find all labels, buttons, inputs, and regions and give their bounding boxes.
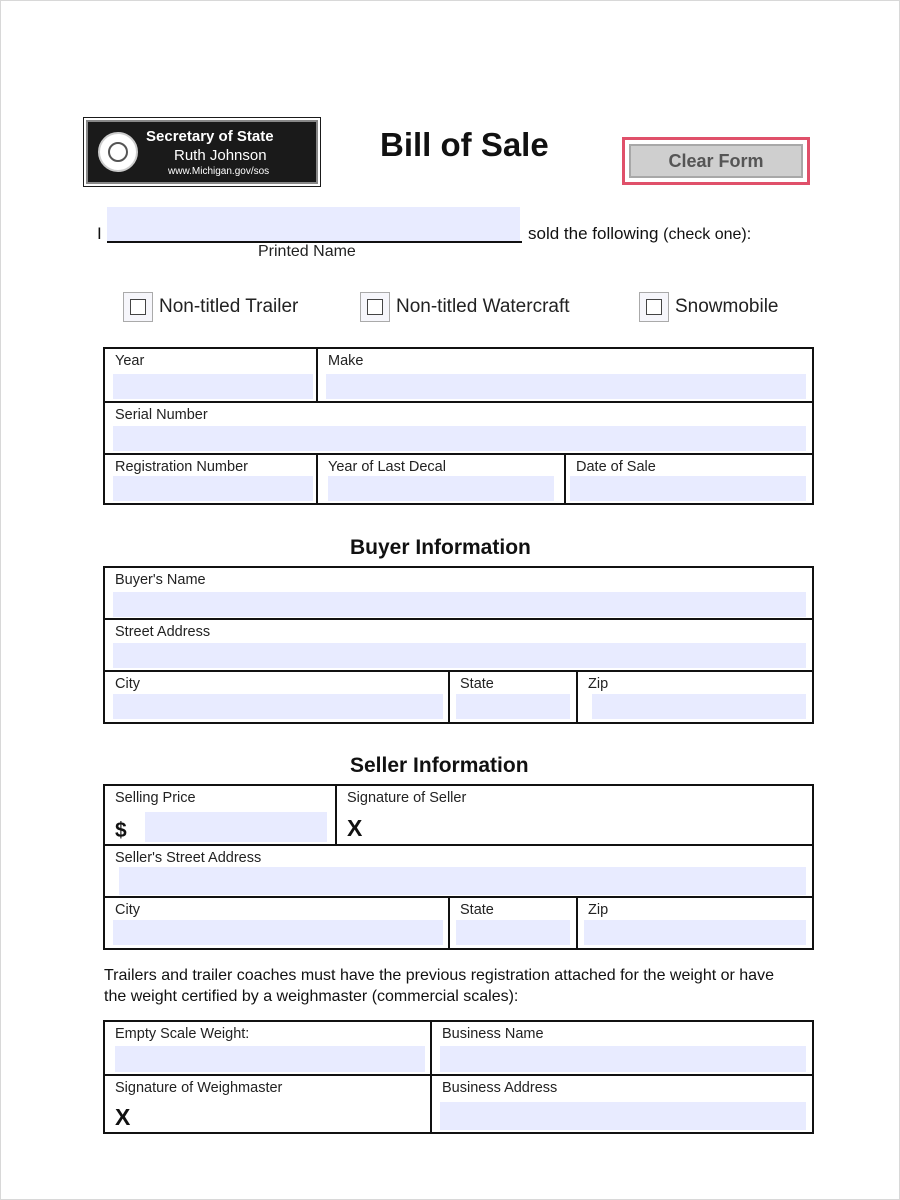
- buyer-street-input[interactable]: [113, 643, 806, 668]
- seller-city-input[interactable]: [113, 920, 443, 945]
- logo-office: Secretary of State: [146, 128, 274, 145]
- make-label: Make: [328, 353, 364, 369]
- vehicle-table: [103, 347, 814, 505]
- buyer-state-cell: [450, 672, 576, 722]
- year-label: Year: [115, 353, 145, 369]
- date-of-sale-cell: [566, 455, 812, 503]
- buyer-zip-cell: [578, 672, 812, 722]
- dollar-sign: $: [115, 819, 127, 842]
- buyer-street-label: Street Address: [115, 624, 211, 640]
- empty-weight-cell: [105, 1022, 430, 1074]
- logo-name: Ruth Johnson: [174, 147, 267, 164]
- seller-signature-x: X: [347, 815, 363, 841]
- option-label: Non-titled Trailer: [159, 296, 299, 317]
- last-decal-cell: [318, 455, 564, 503]
- option-label: Snowmobile: [675, 296, 779, 317]
- business-address-input[interactable]: [440, 1102, 806, 1130]
- buyer-street-cell: [105, 620, 812, 670]
- empty-weight-input[interactable]: [115, 1046, 425, 1072]
- seller-street-input[interactable]: [119, 867, 806, 895]
- seller-zip-input[interactable]: [584, 920, 806, 945]
- make-cell: [318, 349, 812, 401]
- weighmaster-signature-cell: [105, 1076, 430, 1132]
- logo-url: www.Michigan.gov/sos: [168, 166, 270, 177]
- last-decal-input[interactable]: [328, 476, 554, 501]
- buyer-zip-label: Zip: [588, 676, 609, 692]
- seller-state-label: State: [460, 902, 494, 918]
- business-name-input[interactable]: [440, 1046, 806, 1072]
- option-non-titled-watercraft[interactable]: [360, 292, 570, 322]
- seller-street-cell: [105, 846, 812, 896]
- serial-label: Serial Number: [115, 407, 208, 423]
- buyer-zip-input[interactable]: [592, 694, 806, 719]
- registration-input[interactable]: [113, 476, 313, 501]
- printed-name-label: Printed Name: [258, 243, 356, 260]
- clear-form-frame: [622, 137, 810, 185]
- clear-form-button[interactable]: Clear Form: [629, 144, 803, 178]
- seller-street-label: Seller's Street Address: [115, 850, 262, 866]
- checkbox-snowmobile[interactable]: [639, 292, 669, 322]
- secretary-of-state-logo: [86, 120, 318, 184]
- weighmaster-signature-x: X: [115, 1104, 131, 1130]
- seller-city-label: City: [115, 902, 140, 918]
- seller-city-cell: [105, 898, 448, 948]
- seller-zip-cell: [578, 898, 812, 948]
- empty-weight-label: Empty Scale Weight:: [115, 1026, 250, 1042]
- year-cell: [105, 349, 316, 401]
- seller-table: [103, 784, 814, 950]
- seller-signature-cell: [337, 786, 812, 844]
- checkbox-non-titled-trailer[interactable]: [123, 292, 153, 322]
- seller-zip-label: Zip: [588, 902, 609, 918]
- seller-state-cell: [450, 898, 576, 948]
- selling-price-cell: [105, 786, 335, 844]
- date-of-sale-label: Date of Sale: [576, 459, 656, 475]
- registration-cell: [105, 455, 316, 503]
- option-snowmobile[interactable]: [639, 292, 779, 322]
- sold-text: sold the following: [528, 224, 659, 243]
- buyer-heading: Buyer Information: [350, 536, 531, 559]
- weighmaster-note: Trailers and trailer coaches must have the previous registration attached for the weight or have the weight certified by a weighmaster (commercial scales):: [104, 967, 774, 1005]
- sold-following-text: [528, 224, 751, 244]
- weighmaster-table: [103, 1020, 814, 1134]
- form-title: Bill of Sale: [380, 126, 549, 163]
- seller-signature-label: Signature of Seller: [347, 790, 467, 806]
- buyer-state-input[interactable]: [456, 694, 570, 719]
- buyer-table: [103, 566, 814, 724]
- option-non-titled-trailer[interactable]: [123, 292, 298, 322]
- buyer-city-cell: [105, 672, 448, 722]
- check-one-hint: (check one):: [663, 226, 752, 243]
- buyer-state-label: State: [460, 676, 494, 692]
- business-address-cell: [432, 1076, 812, 1132]
- intro-prefix: I: [97, 224, 102, 243]
- seller-state-input[interactable]: [456, 920, 570, 945]
- make-input[interactable]: [326, 374, 806, 399]
- serial-cell: [105, 403, 812, 453]
- seller-heading: Seller Information: [350, 754, 529, 777]
- weighmaster-signature-label: Signature of Weighmaster: [115, 1080, 283, 1096]
- printed-name-input[interactable]: [107, 207, 520, 242]
- option-label: Non-titled Watercraft: [396, 296, 570, 317]
- year-input[interactable]: [113, 374, 313, 399]
- checkbox-non-titled-watercraft[interactable]: [360, 292, 390, 322]
- buyer-name-label: Buyer's Name: [115, 572, 206, 588]
- buyer-name-input[interactable]: [113, 592, 806, 617]
- buyer-name-cell: [105, 568, 812, 618]
- buyer-city-input[interactable]: [113, 694, 443, 719]
- state-seal-icon: [98, 132, 138, 172]
- selling-price-label: Selling Price: [115, 790, 196, 806]
- registration-label: Registration Number: [115, 459, 248, 475]
- business-address-label: Business Address: [442, 1080, 558, 1096]
- last-decal-label: Year of Last Decal: [328, 459, 446, 475]
- date-of-sale-input[interactable]: [570, 476, 806, 501]
- serial-input[interactable]: [113, 426, 806, 451]
- selling-price-input[interactable]: [145, 812, 327, 842]
- business-name-cell: [432, 1022, 812, 1074]
- business-name-label: Business Name: [442, 1026, 544, 1042]
- buyer-city-label: City: [115, 676, 140, 692]
